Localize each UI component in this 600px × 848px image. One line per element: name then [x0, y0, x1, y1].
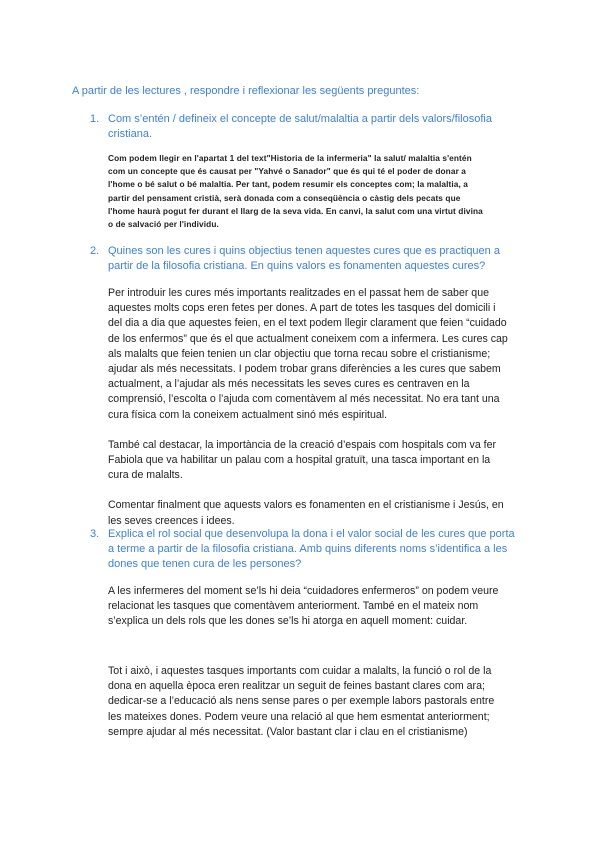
- answer-line: A les infermeres del moment se’ls hi deia “cuidadores enfermeros” on podem veure: [108, 585, 499, 597]
- answer-line: de los enfermos” que és el que actualment coneixem com a infermera. Les cures cap: [108, 332, 508, 345]
- answer-line: com un concepte que és causat per "Yahvé o Sanador" que és qui té el poder de donar a: [108, 166, 467, 177]
- answer-line: dona en aquella època eren realitzar un seguit de feines bastant clares com ara;: [108, 680, 485, 693]
- answer-line: comprensió, l’escolta o l’ajuda com comentàvem al més necessitat. No era tant una: [108, 393, 500, 406]
- answer-paragraph: [108, 438, 538, 484]
- answer-line: l'home o bé salut o bé malaltia. Per tant, podem resumir els conceptes com; la malaltia, a: [108, 179, 469, 190]
- answer-line: sempre ajudar al més necessitat. (Valor bastant clar i clau en el cristianisme): [108, 725, 468, 738]
- answer-line: partir del pensament cristià, serà donada com a conseqüència o càstig dels pecats que: [108, 192, 461, 203]
- answer-3: [108, 584, 538, 645]
- answer-line: cura física com la coneixem actualment sinó més espiritual.: [108, 408, 388, 421]
- question-line: dones que tenen cura de les persones?: [108, 558, 302, 570]
- answer-line: del dia a dia que aquestes feien, en el text podem llegir clarament que feien “cuidado: [108, 317, 507, 330]
- answer-line: dedicar-se a l’educació als nens sense pares o per exemple labors pastorals entre: [108, 695, 495, 708]
- answer-line: relacionat les tasques que comentàvem anteriorment. També en el mateix nom: [108, 600, 479, 613]
- answer-paragraph: [108, 286, 538, 423]
- answer-line: També cal destacar, la importància de la creació d’espais com hospitals com va fer: [108, 438, 497, 451]
- question-line: Quines son les cures i quins objectius tenen aquestes cures que es practiquen a: [108, 245, 500, 257]
- answer-paragraph: [108, 664, 538, 740]
- answer-line: les seves creences i idees.: [108, 514, 235, 527]
- answer-line: Per introduir les cures més importants realitzades en el passat hem de saber que: [108, 287, 489, 299]
- answer-line: als malalts que feien tenien un clar objectiu que torna recau sobre el cristianisme;: [108, 347, 491, 360]
- answer-2: [108, 286, 538, 544]
- question-line: partir de la filosofia cristiana. En quins valors es fonamenten aquestes cures?: [108, 260, 486, 272]
- answer-line: Com podem llegir en l'apartat 1 del text"Historia de la infermeria" la salut/ malaltia s'entén: [108, 153, 472, 163]
- answer-line: cura de malalts.: [108, 469, 183, 482]
- answer-3-continued: [108, 664, 538, 755]
- answer-line: Comentar finalment que aquests valors es fonamenten en el cristianisme i Jesús, en: [108, 499, 504, 512]
- question-line: Com s’entén / defineix el concepte de salut/malaltia a partir dels valors/filosofia: [108, 113, 492, 125]
- answer-paragraph: [108, 498, 538, 528]
- answer-line: ajudar als més necessitats. I podem trobar grans diferències a les cures que sabem: [108, 363, 501, 376]
- answer-line: aquestes molts cops eren fetes per dones. A part de totes les tasques del domicili i: [108, 302, 496, 315]
- answer-line: l'home haurà pogut fer durant el llarg de la seva vida. En canvi, la salut com una virtut divina: [108, 205, 483, 216]
- answer-line: les mateixes dones. Podem veure una relació al que hem esmentat anteriorment;: [108, 710, 490, 723]
- answer-line: Tot i això, i aquestes tasques importants com cuidar a malalts, la funció o rol de la: [108, 665, 492, 677]
- answer-1: [108, 152, 538, 231]
- question-line: cristiana.: [108, 128, 153, 140]
- question-number: 3.: [90, 528, 100, 540]
- intro-text: A partir de les lectures , respondre i reflexionar les següents preguntes:: [72, 85, 420, 97]
- question-number: 1.: [90, 113, 100, 125]
- question-number: 2.: [90, 245, 100, 257]
- answer-line: o de salvació per l'individu.: [108, 219, 219, 230]
- answer-paragraph: [108, 584, 538, 630]
- question-line: Explica el rol social que desenvolupa la dona i el valor social de les cures que porta: [108, 528, 515, 540]
- question-line: a terme a partir de la filosofia cristiana. Amb quins diferents noms s’identifica a les: [108, 543, 508, 555]
- answer-line: Fabiola que va habilitar un palau com a hospital gratuït, una tasca important en la: [108, 454, 491, 467]
- answer-line: actualment, a l’ajudar als més necessitats les seves cures es centraven en la: [108, 378, 470, 391]
- answer-line: s’explica un dels rols que les dones se’ls hi atorga en aquell moment: cuidar.: [108, 615, 468, 628]
